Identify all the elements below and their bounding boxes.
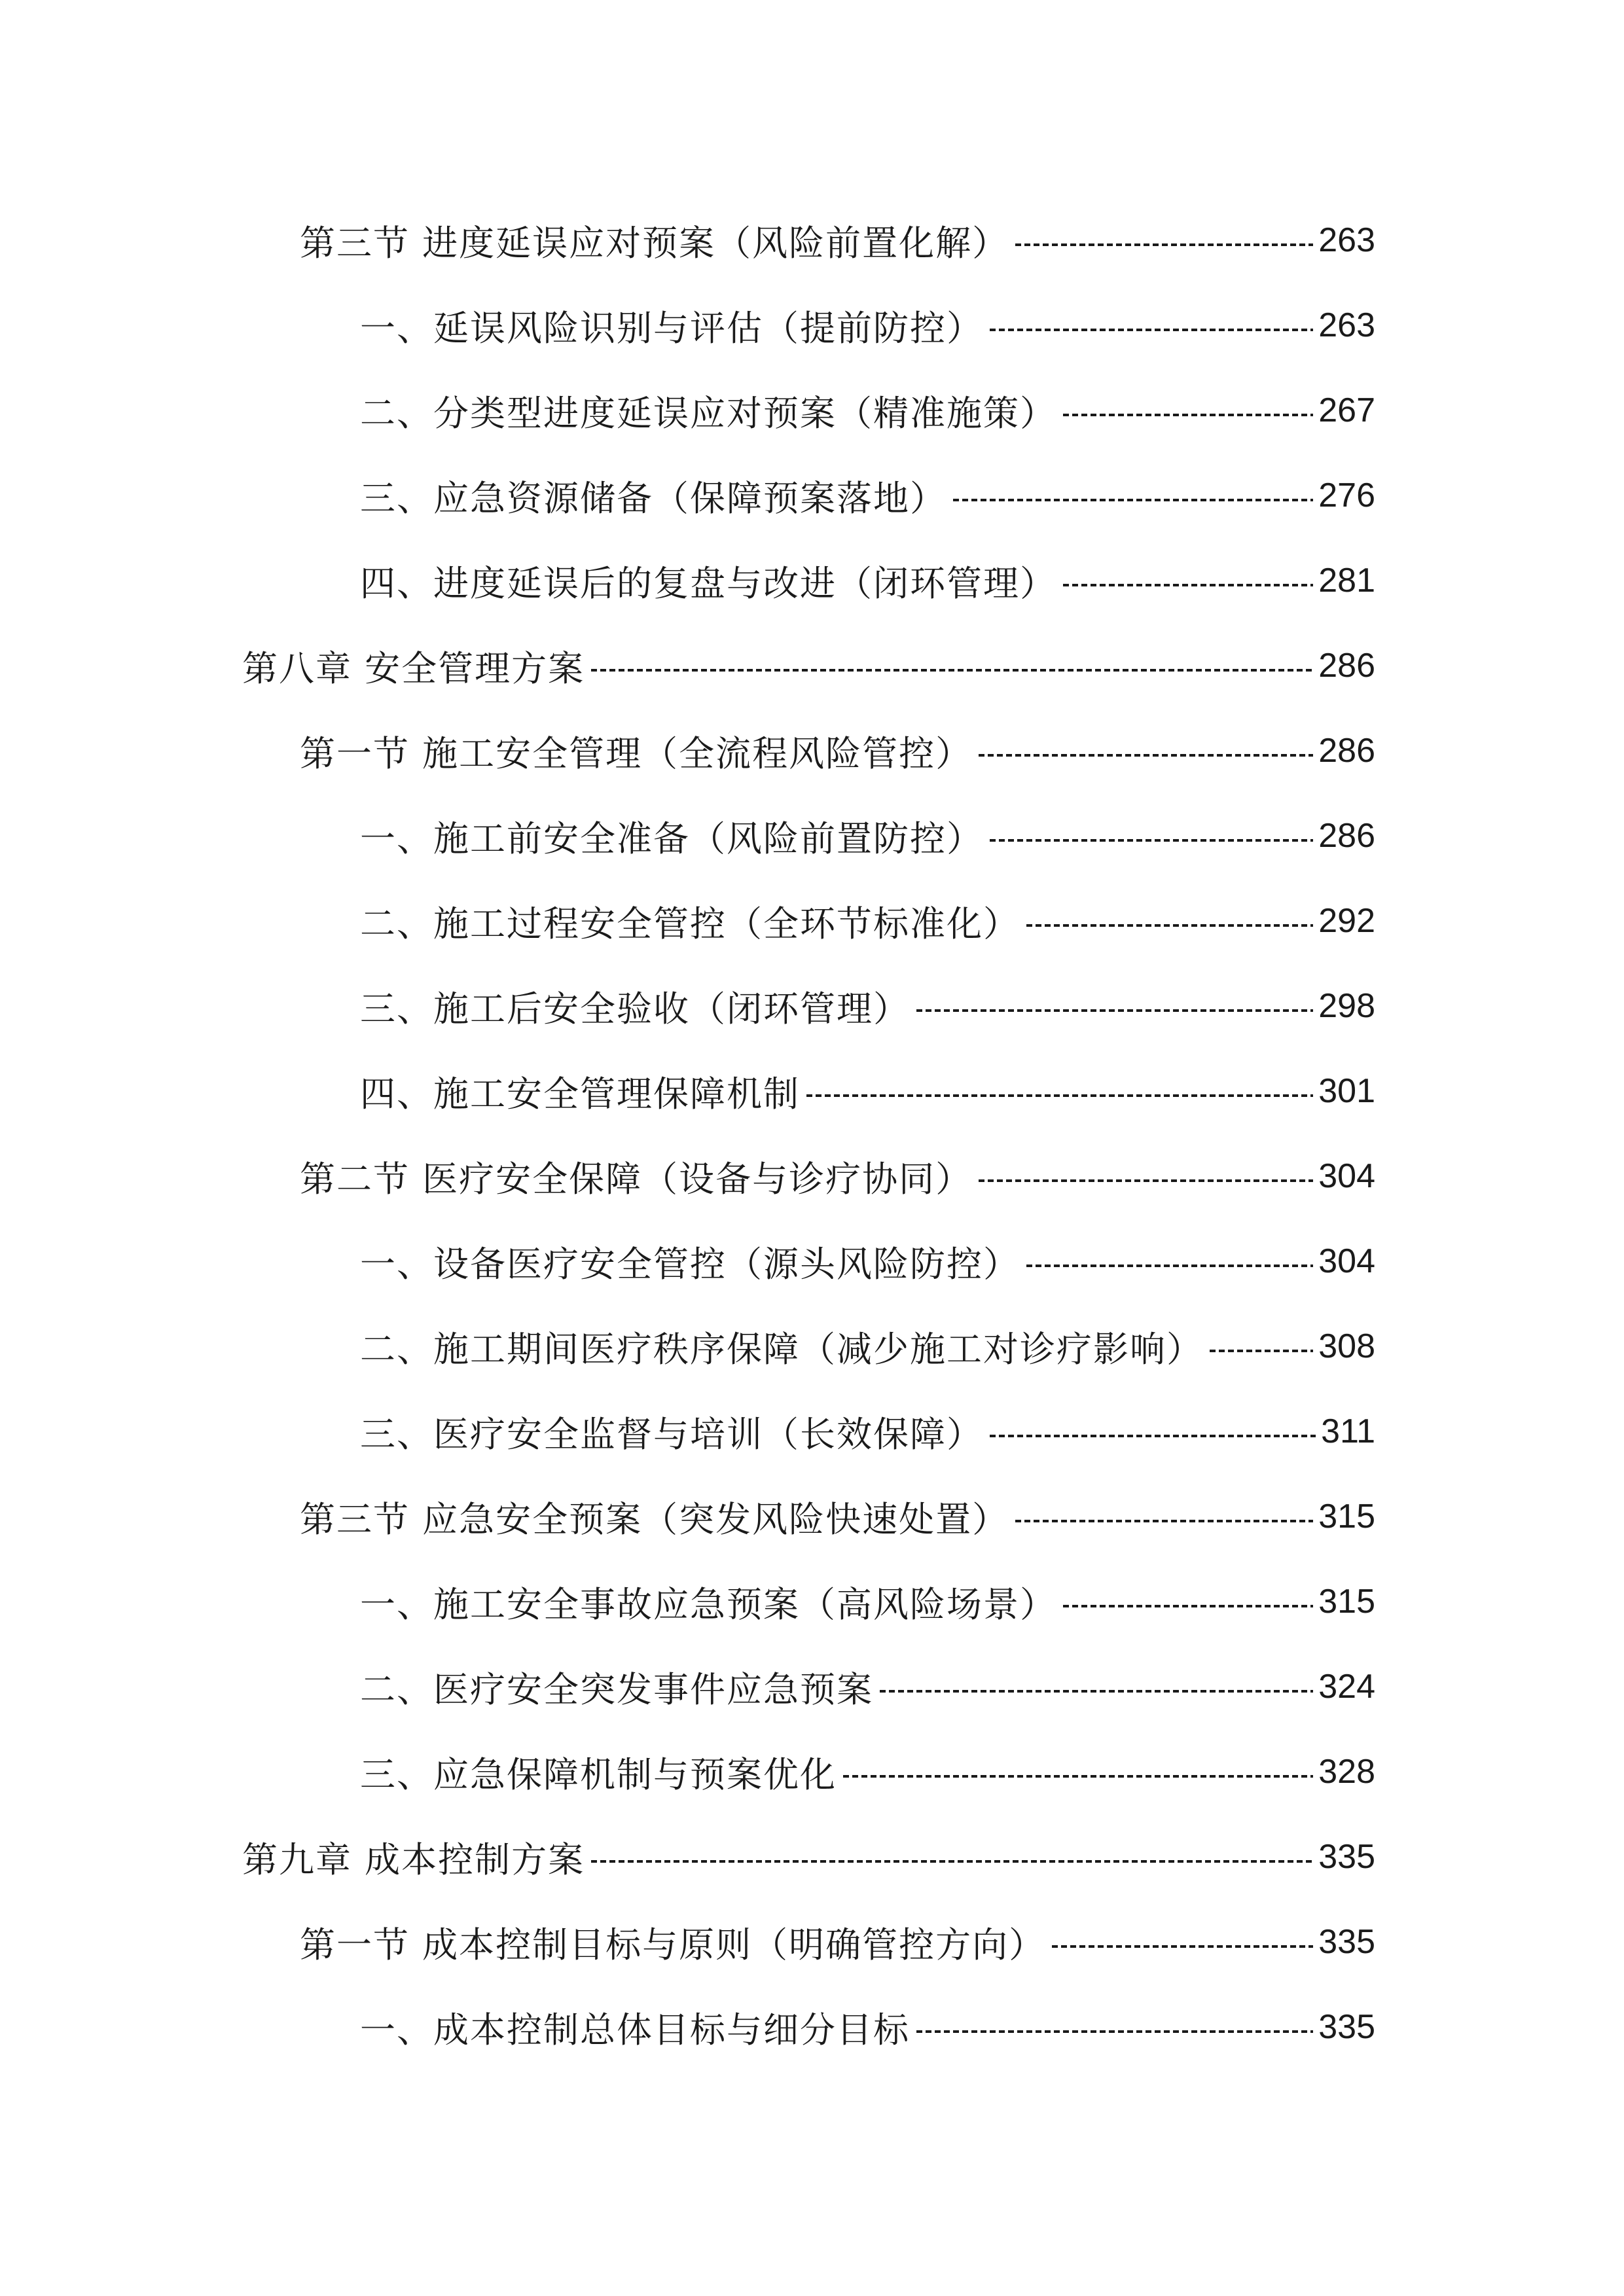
dot-leader xyxy=(1052,1945,1313,1948)
toc-entry-chapter[interactable] xyxy=(0,1814,1624,1899)
toc-entry-item[interactable] xyxy=(0,1049,1624,1134)
toc-entry-title: 三、施工后安全验收（闭环管理） xyxy=(360,988,910,1030)
toc-entry-item[interactable] xyxy=(0,453,1624,538)
toc-entry-page-number: 298 xyxy=(1318,987,1375,1025)
toc-entry-page-number: 304 xyxy=(1318,1157,1375,1195)
toc-entry-section[interactable] xyxy=(0,1474,1624,1559)
toc-entry-title: 三、医疗安全监督与培训（长效保障） xyxy=(360,1413,983,1455)
toc-entry-title: 第三节 应急安全预案（突发风险快速处置） xyxy=(300,1498,1009,1540)
toc-entry-page-number: 263 xyxy=(1318,306,1375,344)
toc-entry-page-number: 301 xyxy=(1318,1072,1375,1110)
toc-entry-title: 二、施工期间医疗秩序保障（减少施工对诊疗影响） xyxy=(360,1328,1203,1370)
toc-entry-title: 第一节 成本控制目标与原则（明确管控方向） xyxy=(300,1924,1046,1965)
dot-leader xyxy=(843,1775,1313,1778)
toc-entry-item[interactable] xyxy=(0,1219,1624,1304)
toc-entry-page-number: 292 xyxy=(1318,902,1375,940)
dot-leader xyxy=(591,1860,1313,1863)
dot-leader xyxy=(953,499,1313,501)
toc-entry-item[interactable] xyxy=(0,283,1624,368)
toc-entry-item[interactable] xyxy=(0,1984,1624,2070)
toc-entry-item[interactable] xyxy=(0,538,1624,623)
toc-entry-page-number: 315 xyxy=(1318,1498,1375,1535)
toc-entry-section[interactable] xyxy=(0,198,1624,283)
dot-leader xyxy=(990,1435,1316,1437)
toc-entry-item[interactable] xyxy=(0,878,1624,963)
toc-entry-page-number: 304 xyxy=(1318,1242,1375,1280)
toc-entry-title: 第一节 施工安全管理（全流程风险管控） xyxy=(300,732,973,774)
toc-entry-page-number: 328 xyxy=(1318,1753,1375,1791)
dot-leader xyxy=(1026,924,1313,927)
toc-entry-page-number: 267 xyxy=(1318,391,1375,429)
toc-entry-title: 三、应急保障机制与预案优化 xyxy=(360,1753,837,1795)
toc-entry-section[interactable] xyxy=(0,1134,1624,1219)
toc-entry-page-number: 286 xyxy=(1318,817,1375,855)
dot-leader xyxy=(979,754,1313,757)
toc-entry-title: 二、医疗安全突发事件应急预案 xyxy=(360,1668,873,1710)
toc-entry-item[interactable] xyxy=(0,1729,1624,1814)
dot-leader xyxy=(916,1009,1313,1012)
toc-entry-page-number: 281 xyxy=(1318,562,1375,600)
toc-entry-title: 四、施工安全管理保障机制 xyxy=(360,1073,800,1115)
dot-leader xyxy=(591,669,1313,672)
dot-leader xyxy=(880,1690,1313,1693)
toc-entry-page-number: 286 xyxy=(1318,732,1375,770)
toc-entry-item[interactable] xyxy=(0,368,1624,453)
toc-entry-title: 一、施工安全事故应急预案（高风险场景） xyxy=(360,1583,1056,1625)
toc-entry-item[interactable] xyxy=(0,963,1624,1049)
toc-entry-title: 第三节 进度延误应对预案（风险前置化解） xyxy=(300,222,1009,264)
toc-entry-section[interactable] xyxy=(0,708,1624,793)
toc-entry-title: 二、施工过程安全管控（全环节标准化） xyxy=(360,903,1020,944)
dot-leader xyxy=(1063,1605,1313,1607)
dot-leader xyxy=(990,839,1313,842)
dot-leader xyxy=(806,1094,1313,1097)
toc-entry-item[interactable] xyxy=(0,1644,1624,1729)
toc-entry-page-number: 308 xyxy=(1318,1327,1375,1365)
dot-leader xyxy=(1063,414,1313,416)
toc-entry-title: 一、延误风险识别与评估（提前防控） xyxy=(360,307,983,349)
toc-entry-title: 一、成本控制总体目标与细分目标 xyxy=(360,2009,910,2051)
toc-entry-title: 二、分类型进度延误应对预案（精准施策） xyxy=(360,392,1056,434)
toc-entry-page-number: 324 xyxy=(1318,1668,1375,1706)
toc-entry-title: 四、进度延误后的复盘与改进（闭环管理） xyxy=(360,562,1056,604)
dot-leader xyxy=(1210,1350,1313,1352)
dot-leader xyxy=(990,329,1313,331)
dot-leader xyxy=(979,1179,1313,1182)
toc-entry-page-number: 315 xyxy=(1318,1583,1375,1621)
toc-entry-title: 第二节 医疗安全保障（设备与诊疗协同） xyxy=(300,1158,973,1200)
dot-leader xyxy=(1063,584,1313,586)
table-of-contents xyxy=(0,198,1624,2070)
dot-leader xyxy=(916,2030,1313,2033)
toc-entry-title: 一、施工前安全准备（风险前置防控） xyxy=(360,817,983,859)
dot-leader xyxy=(1015,1520,1313,1522)
toc-entry-page-number: 263 xyxy=(1318,221,1375,259)
dot-leader xyxy=(1026,1265,1313,1267)
toc-entry-title: 三、应急资源储备（保障预案落地） xyxy=(360,477,947,519)
toc-entry-page-number: 276 xyxy=(1318,476,1375,514)
dot-leader xyxy=(1015,243,1313,246)
toc-entry-title: 第八章 安全管理方案 xyxy=(242,647,585,689)
toc-entry-title: 第九章 成本控制方案 xyxy=(242,1839,585,1880)
toc-entry-title: 一、设备医疗安全管控（源头风险防控） xyxy=(360,1243,1020,1285)
toc-entry-chapter[interactable] xyxy=(0,623,1624,708)
toc-entry-page-number: 311 xyxy=(1321,1412,1375,1450)
toc-entry-item[interactable] xyxy=(0,1559,1624,1644)
toc-entry-page-number: 335 xyxy=(1318,1923,1375,1961)
toc-entry-page-number: 335 xyxy=(1318,1838,1375,1876)
toc-entry-page-number: 335 xyxy=(1318,2008,1375,2046)
toc-entry-item[interactable] xyxy=(0,793,1624,878)
toc-entry-page-number: 286 xyxy=(1318,647,1375,685)
toc-entry-section[interactable] xyxy=(0,1899,1624,1984)
toc-entry-item[interactable] xyxy=(0,1304,1624,1389)
toc-entry-item[interactable] xyxy=(0,1389,1624,1474)
